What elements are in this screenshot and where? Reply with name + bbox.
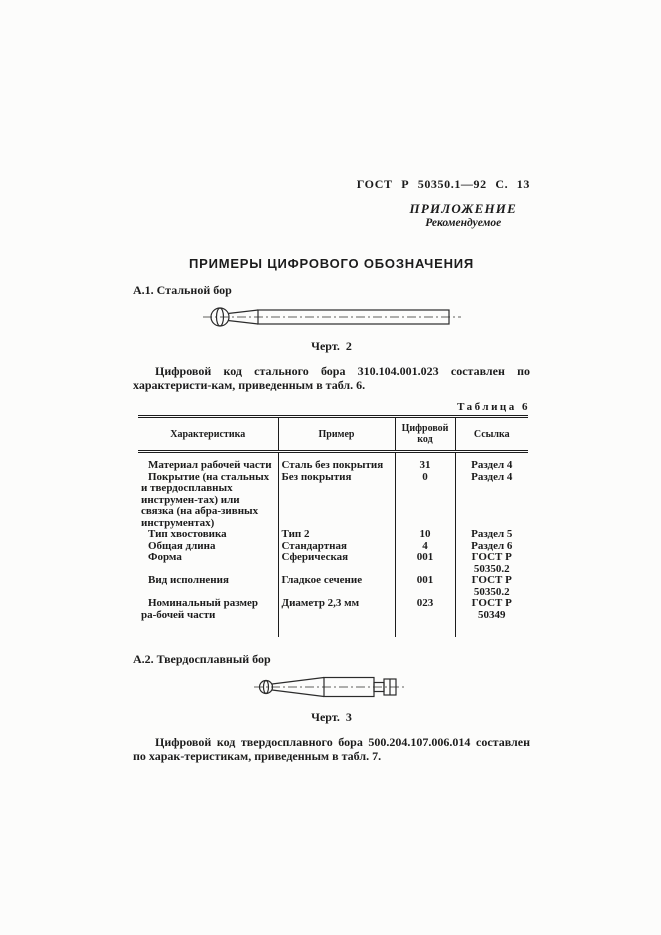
- cell-code: 023: [395, 598, 455, 637]
- appendix-subtitle: Рекомендуемое: [425, 217, 502, 229]
- cell-code: 001: [395, 575, 455, 598]
- cell-reference: Раздел 6: [455, 541, 528, 553]
- cell-characteristic: Покрытие (на стальных и твердосплавных инструмен-тах) или связка (на абра-зивных инструментах): [141, 470, 270, 529]
- section-a2-heading: А.2. Твердосплавный бор: [133, 652, 271, 666]
- table-row: [138, 552, 528, 575]
- cell-reference: ГОСТ Р 50350.2: [455, 552, 528, 575]
- column-header-example: Пример: [278, 417, 395, 452]
- cell-example: Сталь без покрытия: [278, 452, 395, 472]
- cell-reference: ГОСТ Р 50350.2: [455, 575, 528, 598]
- appendix-block: [410, 202, 517, 230]
- carbide-bur-figure: [133, 671, 530, 703]
- table-row: [138, 598, 528, 637]
- cell-characteristic: Общая длина: [148, 539, 216, 552]
- cell-characteristic: Тип хвостовика: [148, 528, 227, 540]
- cell-example: Диаметр 2,3 мм: [278, 598, 395, 637]
- figure3-caption: Черт. 3: [311, 710, 352, 724]
- page-title: ПРИМЕРЫ ЦИФРОВОГО ОБОЗНАЧЕНИЯ: [188, 256, 475, 271]
- cell-code: 4: [395, 541, 455, 553]
- steel-bur-drawing: [201, 302, 463, 332]
- table-row: [138, 529, 528, 541]
- column-header-code: Цифровой код: [395, 417, 455, 452]
- cell-example: Стандартная: [278, 541, 395, 553]
- cell-code: 0: [395, 472, 455, 530]
- cell-code: 31: [395, 452, 455, 472]
- figure2-caption: Черт. 2: [311, 339, 352, 353]
- cell-characteristic: Форма: [148, 551, 182, 563]
- cell-code: 10: [395, 529, 455, 541]
- column-header-reference: Ссылка: [455, 417, 528, 452]
- cell-example: Без покрытия: [278, 472, 395, 530]
- steel-bur-figure: [133, 302, 530, 332]
- table6-label: Таблица 6: [457, 401, 530, 413]
- cell-characteristic: Номинальный размер ра-бочей части: [141, 597, 258, 621]
- cell-code: 001: [395, 552, 455, 575]
- carbide-bur-drawing: [252, 671, 412, 703]
- paragraph-carbide-code: Цифровой код твердосплавного бора 500.204.107.006.014 составлен по харак-теристикам, приведенным в табл. 7.: [133, 735, 530, 763]
- table-row: [138, 472, 528, 530]
- cell-characteristic: Вид исполнения: [148, 574, 229, 586]
- cell-reference: ГОСТ Р 50349: [455, 598, 528, 637]
- cell-reference: Раздел 4: [455, 452, 528, 472]
- table-row: [138, 452, 528, 472]
- cell-example: Гладкое сечение: [278, 575, 395, 598]
- cell-characteristic: Материал рабочей части: [148, 459, 272, 471]
- table-row: [138, 575, 528, 598]
- table-header-row: [138, 417, 528, 452]
- cell-example: Сферическая: [278, 552, 395, 575]
- column-header-characteristic: Характеристика: [138, 417, 278, 452]
- cell-example: Тип 2: [278, 529, 395, 541]
- appendix-title: ПРИЛОЖЕНИЕ: [409, 201, 517, 216]
- paragraph-steel-code: Цифровой код стального бора 310.104.001.023 составлен по характеристи-кам, приведенным в табл. 6.: [133, 364, 530, 392]
- cell-reference: Раздел 4: [455, 472, 528, 530]
- section-a1-heading: А.1. Стальной бор: [133, 283, 232, 297]
- page-header: ГОСТ Р 50350.1—92 С. 13: [356, 177, 530, 191]
- table6: [138, 415, 528, 637]
- cell-reference: Раздел 5: [455, 529, 528, 541]
